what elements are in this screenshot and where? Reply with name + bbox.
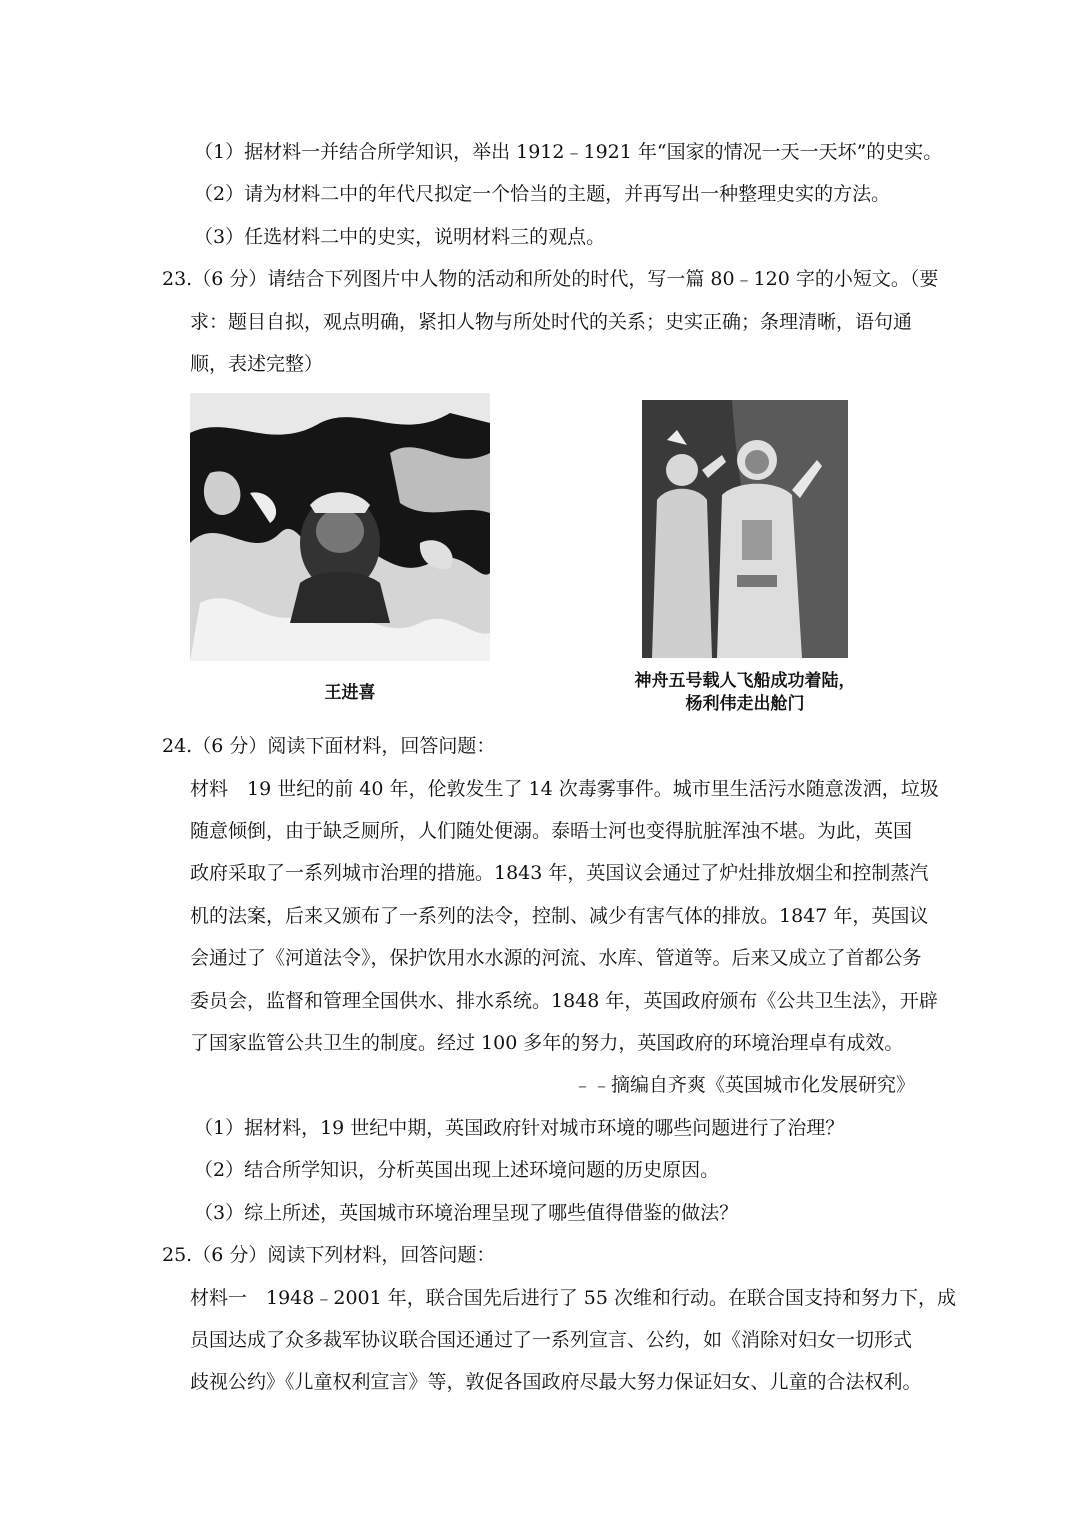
q24-material-line: 委员会，监督和管理全国供水、排水系统。1848 年，英国政府颁布《公共卫生法》，开辟 — [190, 990, 938, 1012]
q25-material-line: 材料一 1948﹣2001 年，联合国先后进行了 55 次维和行动。在联合国支持和努力下，成 — [190, 1287, 957, 1309]
q24-material-line: 会通过了《河道法令》，保护饮用水水源的河流、水库、管道等。后来又成立了首都公务 — [190, 947, 922, 969]
q23-line-2: 求：题目自拟，观点明确，紧扣人物与所处时代的关系；史实正确；条理清晰，语句通 — [190, 311, 913, 333]
q24-material-line: 材料 19 世纪的前 40 年，伦敦发生了 14 次毒雾事件。城市里生活污水随意泼洒，垃圾 — [190, 778, 939, 800]
yang-liwei-photo — [642, 400, 848, 658]
q25-header: 25.（6 分）阅读下列材料，回答问题： — [162, 1244, 496, 1266]
q25-material-line: 员国达成了众多裁军协议联合国还通过了一系列宣言、公约，如《消除对妇女一切形式 — [190, 1329, 913, 1351]
q24-sub-1: （1）据材料，19 世纪中期，英国政府针对城市环境的哪些问题进行了治理？ — [194, 1117, 845, 1139]
q25-material-line: 歧视公约》《儿童权利宣言》等，敦促各国政府尽最大努力保证妇女、儿童的合法权利。 — [190, 1371, 922, 1393]
q23-line-3: 顺，表述完整） — [190, 353, 324, 375]
wang-jinxi-caption: 王进喜 — [324, 683, 376, 703]
q24-material-line: 机的法案，后来又颁布了一系列的法令，控制、减少有害气体的排放。1847 年，英国议 — [190, 905, 929, 927]
q24-material-line: 随意倾倒，由于缺乏厕所，人们随处便溺。泰晤士河也变得肮脏浑浊不堪。为此，英国 — [190, 820, 913, 842]
wang-jinxi-photo — [190, 393, 490, 661]
yang-liwei-caption-line-1: 神舟五号载人飞船成功着陆， — [634, 671, 856, 691]
q24-sub-2: （2）结合所学知识，分析英国出现上述环境问题的历史原因。 — [194, 1159, 720, 1181]
q24-material-line: 了国家监管公共卫生的制度。经过 100 多年的努力，英国政府的环境治理卓有成效。 — [190, 1032, 904, 1054]
q24-header: 24.（6 分）阅读下面材料，回答问题： — [162, 735, 496, 757]
q22-sub-3: （3）任选材料二中的史实，说明材料三的观点。 — [194, 226, 606, 248]
q24-sub-3: （3）综上所述，英国城市环境治理呈现了哪些值得借鉴的做法？ — [194, 1202, 739, 1224]
q24-source: ﹣﹣摘编自齐爽《英国城市化发展研究》 — [572, 1074, 915, 1096]
q23-header: 23.（6 分）请结合下列图片中人物的活动和所处的时代，写一篇 80﹣120 字的小短文。（要 — [162, 268, 939, 290]
q22-sub-2: （2）请为材料二中的年代尺拟定一个恰当的主题，并再写出一种整理史实的方法。 — [194, 183, 891, 205]
q22-sub-1: （1）据材料一并结合所学知识，举出 1912﹣1921 年“国家的情况一天一天坏”的史实。 — [194, 141, 943, 163]
yang-liwei-caption-line-2: 杨利伟走出舱门 — [685, 694, 805, 714]
q24-material-line: 政府采取了一系列城市治理的措施。1843 年，英国议会通过了炉灶排放烟尘和控制蒸汽 — [190, 862, 929, 884]
